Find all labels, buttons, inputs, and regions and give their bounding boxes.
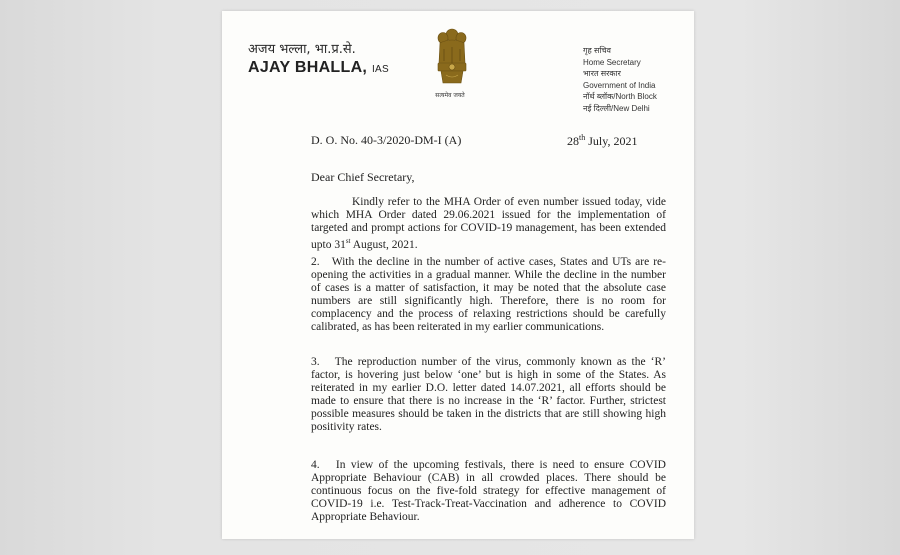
office-line: Government of India [583,80,656,90]
service-suffix: IAS [371,64,389,75]
paragraph-1-end: August, 2021. [350,238,418,251]
office-line: नॉर्थ ब्लॉक/North Block [583,92,657,101]
paragraph-3: 3. The reproduction number of the virus, commonly known as the ‘R’ factor, is hovering just below ‘one’ but is high in some of the States. As reiterated in my earlier D.O. letter dated 14.07.2021, all efforts should be made to ensure that there is no increase in the ‘R’ factor. Further, strictest possible measures should be taken in the districts that are still showing high positivity rates. [311,356,666,433]
sender-name-hindi: अजय भल्ला, भा.प्र.से. [248,42,356,57]
letter-date [567,133,637,149]
office-line: नई दिल्ली/New Delhi [583,103,650,113]
sender-name: AJAY BHALLA, [248,59,368,76]
office-line: भारत सरकार [583,69,621,78]
date-suffix: th [579,133,586,142]
date-day: 28 [567,134,579,148]
letter-page [222,11,694,539]
paragraph-1-sup: st [345,236,351,245]
paragraph-4: 4. In view of the upcoming festivals, there is need to ensure COVID Appropriate Behaviour (CAB) in all crowded places. There should be continuous focus on the five-fold strategy for effective management of COVID-19 i.e. Test-Track-Treat-Vaccination and adherence to COVID Appropriate Behaviour. [311,459,666,523]
paragraph-1-text: Kindly refer to the MHA Order of even number issued today, vide which MHA Order dated 29.06.2021 issued for the implementation of targeted and prompt actions for COVID-19 management, has been extended upto 31 [311,196,666,251]
paragraph-2: 2. With the decline in the number of active cases, States and UTs are re-opening the activities in a gradual manner. While the decline in the number of cases is a matter of satisfaction, it may be noted that the absolute case numbers are still significantly high. Therefore, there is no room for complacency and the process of relaxing restrictions should be carefully calibrated, as has been reiterated in my earlier communications. [311,256,666,333]
office-address [583,45,657,114]
office-line: गृह सचिव [583,46,611,55]
reference-number: D. O. No. 40-3/2020-DM-I (A) [311,133,462,147]
office-line: Home Secretary [583,57,641,67]
paragraph-1 [311,196,666,251]
emblem-motto: सत्यमेव जयते [435,92,465,99]
date-rest: July, 2021 [585,134,638,148]
salutation: Dear Chief Secretary, [311,170,415,184]
sender-name-english [248,59,389,77]
